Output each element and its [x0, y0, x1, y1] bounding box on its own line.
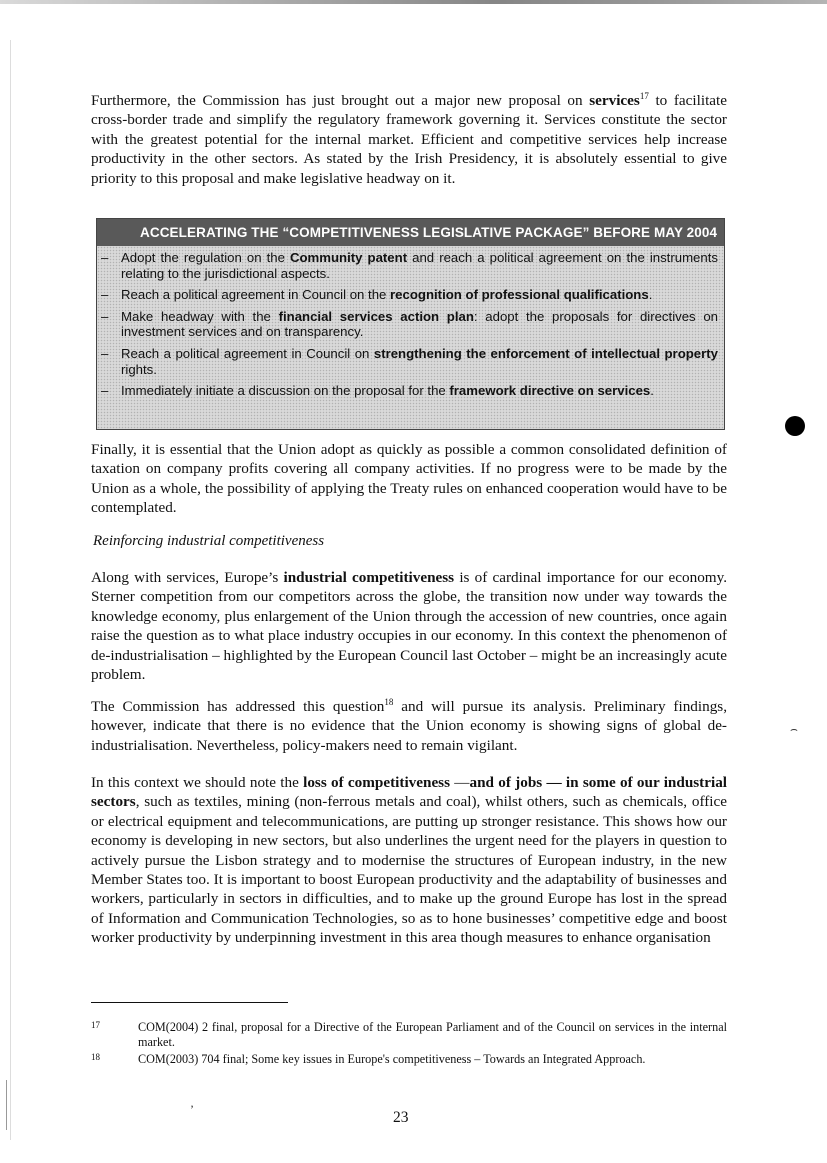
item-text: Adopt the regulation on the	[121, 250, 290, 265]
industrial-text-before: Along with services, Europe’s	[91, 569, 284, 586]
item-text: : adopt the proposals for directives on investment services and on transparency.	[121, 308, 719, 340]
item-bold: financial services action plan	[278, 308, 474, 324]
item-bold: strengthening the enforcement of intellectual property	[373, 345, 718, 361]
taxation-paragraph: Finally, it is essential that the Union adopt as quickly as possible a common consolidated definition of taxation on company profits covering all company activities. If no progress were to be made by the Union as a whole, the possibility of applying the Treaty rules on enhanced cooperation would have to be contemplated.	[91, 441, 727, 517]
box-item-framework-directive	[97, 383, 724, 399]
intro-text-after: to facilitate cross-border trade and simplify the regulatory framework governing it. Services constitute the sector with the greatest potential for the internal market. Efficient and competitive services help increase productivity in the other sectors. As stated by the Irish Presidency, it is absolutely essential to give priority to this proposal and make legislative headway on it.	[91, 92, 727, 187]
dash-marker: –	[101, 383, 109, 399]
footnote-18	[91, 1052, 727, 1067]
commission-paragraph	[91, 697, 727, 755]
loss-bold-1: loss of competitiveness	[303, 774, 451, 791]
box-item-professional-qualifications	[97, 287, 724, 303]
dash-marker: –	[101, 308, 109, 324]
footnote-ref-18: 18	[384, 697, 394, 707]
item-text: Make headway with the	[121, 308, 279, 324]
intro-text-before: Furthermore, the Commission has just brought out a major new proposal on	[91, 92, 590, 109]
intro-paragraph	[91, 91, 727, 188]
item-text: .	[648, 287, 653, 303]
footnote-text: COM(2004) 2 final, proposal for a Directive of the European Parliament and of the Council on services in the internal market.	[138, 1020, 727, 1049]
scan-speck-mark: ’	[190, 1102, 194, 1116]
commission-text-after: and will pursue its analysis. Preliminary findings, however, indicate that there is no evidence that the Union economy is showing signs of global de-industrialisation. Nevertheless, policy-makers need to remain vigilant.	[91, 698, 728, 754]
loss-text-mid: —	[450, 774, 470, 791]
item-text: Immediately initiate a discussion on the proposal for the	[121, 383, 450, 399]
footnote-ref-17: 17	[639, 91, 649, 101]
item-text: Reach a political agreement in Council on	[121, 345, 374, 361]
legislative-package-box	[96, 218, 725, 430]
scan-dot-mark	[785, 416, 805, 436]
dash-marker: –	[101, 250, 109, 265]
dash-marker: –	[101, 287, 109, 303]
scan-edge-left	[10, 40, 11, 1140]
scan-mark-left	[6, 1080, 7, 1130]
section-heading: Reinforcing industrial competitiveness	[93, 533, 325, 549]
item-bold: recognition of professional qualifications	[390, 287, 649, 303]
loss-paragraph	[91, 773, 727, 948]
box-item-financial-services	[97, 309, 724, 340]
intro-bold-services: services	[589, 92, 640, 109]
loss-bold-2: and of jobs — in some of our industrial sectors	[91, 774, 728, 811]
page-number: 23	[393, 1109, 409, 1126]
item-text: and reach a political agreement on the instruments relating to the jurisdictional aspects.	[121, 250, 718, 281]
scan-speck-mark: ⌢	[790, 722, 798, 736]
item-bold: framework directive on services	[449, 383, 651, 399]
loss-text-after: , such as textiles, mining (non-ferrous metals and coal), whilst others, such as chemicals, office or electrical equipment and telecommunications, are putting up stronger resistance. This shows how our economy is developing in new sectors, but also underlines the urgent need for the players in question to actively pursue the Lisbon strategy and to modernise the structures of European industry, in the new Member States too. It is important to boost European productivity and the adaptability of businesses and workers, particularly in sectors in difficulties, and to make up the ground Europe has lost in the spread of Information and Communication Technologies, so as to hone businesses’ competitive edge and boost worker productivity by underpinning investment in this area though measures to enhance organisation	[91, 793, 727, 947]
footnote-separator	[91, 1002, 288, 1003]
footnote-number: 17	[91, 1020, 100, 1030]
footnote-number: 18	[91, 1052, 100, 1062]
loss-text-before: In this context we should note the	[91, 774, 304, 791]
box-title: ACCELERATING THE “COMPETITIVENESS LEGISLATIVE PACKAGE” BEFORE MAY 2004	[97, 219, 724, 246]
dash-marker: –	[101, 345, 109, 361]
box-item-intellectual-property	[97, 346, 724, 377]
footnote-17	[91, 1020, 727, 1050]
industrial-text-after: is of cardinal importance for our economy. Sterner competition from our competitors across the globe, the transition now under way towards the knowledge economy, plus enlargement of the Union through the accession of new countries, once again raise the question as to what place industry occupies in our economy. In this context the phenomenon of de-industrialisation – highlighted by the European Council last October – might be an increasingly acute problem.	[91, 569, 728, 684]
commission-text-before: The Commission has addressed this question	[91, 698, 385, 715]
item-text: Reach a political agreement in Council on the	[121, 287, 391, 303]
box-item-community-patent	[97, 250, 724, 281]
item-text: rights.	[121, 361, 157, 377]
industrial-bold: industrial competitiveness	[283, 569, 455, 586]
footnote-text: COM(2003) 704 final; Some key issues in Europe's competitiveness – Towards an Integrated Approach.	[138, 1052, 646, 1066]
scan-edge-top	[0, 0, 827, 4]
industrial-paragraph	[91, 568, 727, 684]
item-text: .	[650, 383, 654, 399]
item-bold: Community patent	[289, 250, 408, 265]
